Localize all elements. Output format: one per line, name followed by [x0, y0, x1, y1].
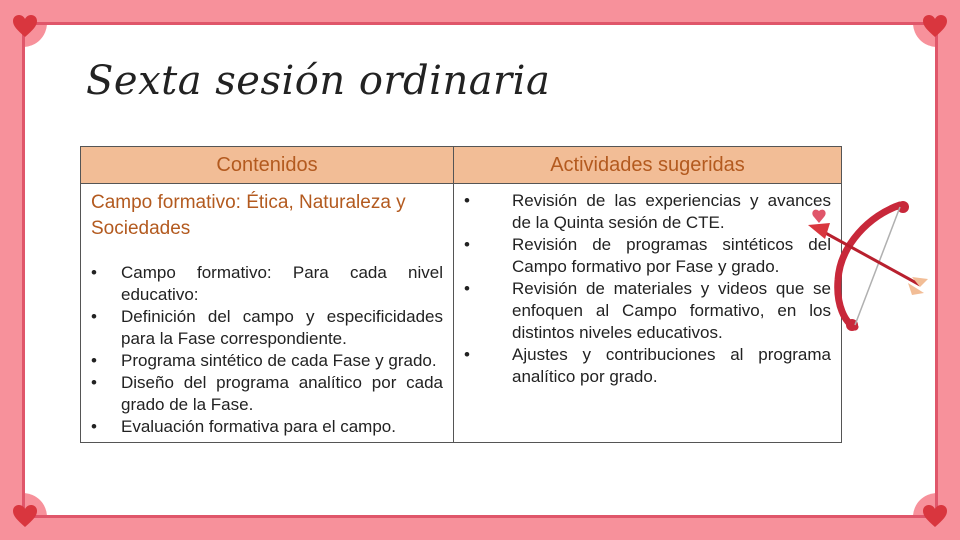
- bullet: •: [91, 373, 97, 392]
- list-item: • Evaluación formativa para el campo.: [91, 417, 396, 436]
- bullet: •: [464, 191, 470, 210]
- bullet: •: [464, 279, 470, 298]
- bullet: •: [91, 307, 97, 326]
- bullet: •: [464, 235, 470, 254]
- content-table: [80, 146, 842, 443]
- table-header-activities: Actividades sugeridas: [454, 147, 842, 184]
- list-item: • Revisión de materiales y videos que se enfoquen al Campo formativo, en los distintos niveles educativos.: [464, 279, 831, 342]
- heart-icon: [12, 504, 38, 528]
- list-item: • Revisión de las experiencias y avances de la Quinta sesión de CTE.: [464, 191, 831, 232]
- slide-title: Sexta sesión ordinaria: [86, 58, 551, 104]
- heart-icon: [922, 504, 948, 528]
- table-header-contents: Contenidos: [81, 147, 454, 184]
- activities-cell: [454, 184, 842, 443]
- list-item: • Diseño del programa analítico por cada grado de la Fase.: [91, 373, 443, 414]
- bullet: •: [464, 345, 470, 364]
- list-item: • Ajustes y contribuciones al programa analítico por grado.: [464, 345, 831, 386]
- contents-list: [91, 262, 443, 438]
- activities-list: [464, 190, 831, 388]
- field-subheading: Campo formativo: Ética, Naturaleza y Sociedades: [91, 192, 406, 239]
- list-item: • Revisión de programas sintéticos del Campo formativo por Fase y grado.: [464, 235, 831, 276]
- bullet: •: [91, 263, 97, 282]
- bullet: •: [91, 351, 97, 370]
- bullet: •: [91, 417, 97, 436]
- bow-and-arrow-icon: [800, 195, 930, 335]
- list-item: • Programa sintético de cada Fase y grado.: [91, 351, 437, 370]
- list-item: • Definición del campo y especificidades para la Fase correspondiente.: [91, 307, 443, 348]
- list-item: • Campo formativo: Para cada nivel educativo:: [91, 263, 443, 304]
- contents-cell: [81, 184, 454, 443]
- heart-icon: [12, 14, 38, 38]
- heart-icon: [922, 14, 948, 38]
